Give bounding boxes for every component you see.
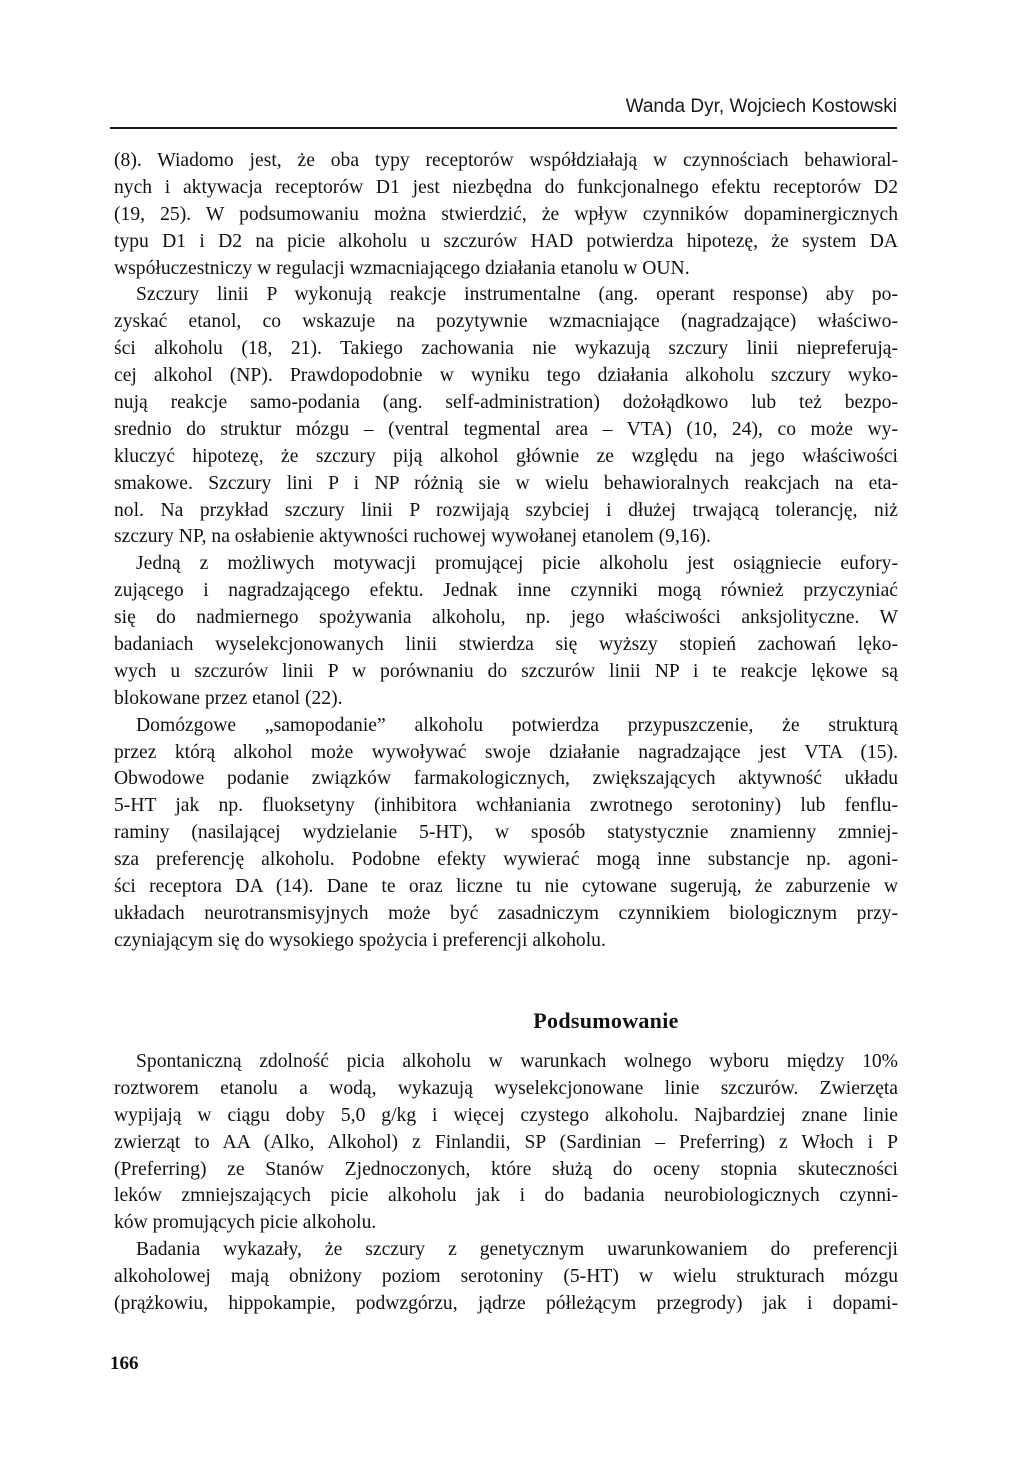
text-line: Badania wykazały, że szczury z genetycznym uwarunkowaniem do preferencji bbox=[136, 1239, 898, 1261]
text-line: ków promujących picie alkoholu. bbox=[114, 1212, 377, 1234]
text-line: alkoholowej mają obniżony poziom serotoniny (5-HT) w wielu strukturach mózgu bbox=[114, 1266, 898, 1288]
text-line: ści receptora DA (14). Dane te oraz liczne tu nie cytowane sugerują, że zaburzenie w bbox=[114, 876, 898, 898]
text-line: ści alkoholu (18, 21). Takiego zachowania nie wykazują szczury linii niepreferują- bbox=[114, 338, 898, 360]
text-line: smakowe. Szczury lini P i NP różnią sie w wielu behawioralnych reakcjach na eta- bbox=[114, 472, 898, 494]
text-line: czyniającym się do wysokiego spożycia i preferencji alkoholu. bbox=[114, 929, 606, 951]
text-line: roztworem etanolu a wodą, wykazują wyselekcjonowane linie szczurów. Zwierzęta bbox=[114, 1077, 898, 1099]
text-line: blokowane przez etanol (22). bbox=[114, 687, 343, 709]
running-head: Wanda Dyr, Wojciech Kostowski bbox=[625, 96, 897, 117]
text-line: leków zmniejszających picie alkoholu jak i do badania neurobiologicznych czynni- bbox=[114, 1185, 898, 1207]
section-heading: Podsumowanie bbox=[533, 1008, 679, 1033]
text-line: nują reakcje samo-podania (ang. self-administration) dożołądkowo lub też bezpo- bbox=[114, 392, 898, 414]
text-line: Spontaniczną zdolność picia alkoholu w warunkach wolnego wyboru między 10% bbox=[136, 1051, 898, 1072]
text-line: układach neurotransmisyjnych może być zasadniczym czynnikiem biologicznym przy- bbox=[114, 902, 898, 924]
text-line: Domózgowe „samopodanie” alkoholu potwierdza przypuszczenie, że strukturą bbox=[136, 714, 898, 736]
text-line: zującego i nagradzającego efektu. Jednak inne czynniki mogą również przyczyniać bbox=[114, 580, 898, 602]
text-line: sza preferencję alkoholu. Podobne efekty wywierać mogą inne substancje np. agoni- bbox=[114, 849, 898, 871]
page-number: 166 bbox=[110, 1353, 139, 1374]
text-line: przez którą alkohol może wywoływać swoje działanie nagradzające jest VTA (15). bbox=[114, 741, 898, 763]
header-rule bbox=[110, 127, 897, 129]
text-line: wypijają w ciągu doby 5,0 g/kg i więcej czystego alkoholu. Najbardziej znane linie bbox=[114, 1104, 898, 1126]
text-line: (Preferring) ze Stanów Zjednoczonych, które służą do oceny stopnia skuteczności bbox=[114, 1158, 898, 1180]
text-line: się do nadmiernego spożywania alkoholu, np. jego właściwości anksjolityczne. W bbox=[114, 607, 898, 629]
text-line: Szczury linii P wykonują reakcje instrumentalne (ang. operant response) aby po- bbox=[136, 284, 898, 306]
text-line: typu D1 i D2 na picie alkoholu u szczurów HAD potwierdza hipotezę, że system DA bbox=[114, 230, 898, 252]
text-line: raminy (nasilającej wydzielanie 5-HT), w sposób statystycznie znamienny zmniej- bbox=[114, 822, 898, 844]
text-line: 5-HT jak np. fluoksetyny (inhibitora wchłaniania zwrotnego serotoniny) lub fenflu- bbox=[114, 795, 898, 817]
text-line: Jedną z możliwych motywacji promującej picie alkoholu jest osiągniecie eufory- bbox=[136, 553, 898, 575]
text-line: zwierząt to AA (Alko, Alkohol) z Finlandii, SP (Sardinian – Preferring) z Włoch i P bbox=[114, 1131, 898, 1153]
text-line: zyskać etanol, co wskazuje na pozytywnie wzmacniające (nagradzające) właściwo- bbox=[114, 311, 898, 333]
body-text-upper bbox=[114, 148, 898, 955]
text-line: wych u szczurów linii P w porównaniu do szczurów linii NP i te reakcje lękowe są bbox=[114, 660, 898, 682]
text-line: nych i aktywacja receptorów D1 jest niezbędna do funkcjonalnego efektu receptorów D2 bbox=[114, 176, 898, 198]
text-line: Obwodowe podanie związków farmakologicznych, zwiększających aktywność układu bbox=[114, 768, 898, 790]
text-line: (8). Wiadomo jest, że oba typy receptorów współdziałają w czynnościach behawioral- bbox=[114, 150, 898, 171]
text-line: kluczyć hipotezę, że szczury piją alkohol głównie ze względu na jego właściwości bbox=[114, 445, 898, 467]
text-line: srednio do struktur mózgu – (ventral tegmental area – VTA) (10, 24), co może wy- bbox=[114, 418, 898, 440]
text-line: współuczestniczy w regulacji wzmacniającego działania etanolu w OUN. bbox=[114, 257, 690, 279]
text-line: szczury NP, na osłabienie aktywności ruchowej wywołanej etanolem (9,16). bbox=[114, 526, 711, 548]
text-line: badaniach wyselekcjonowanych linii stwierdza się wyższy stopień zachowań lęko- bbox=[114, 634, 898, 656]
text-line: cej alkohol (NP). Prawdopodobnie w wyniku tego działania alkoholu szczury wyko- bbox=[114, 365, 898, 387]
text-line: nol. Na przykład szczury linii P rozwijają szybciej i dłużej trwającą tolerancję, niż bbox=[114, 499, 898, 521]
body-text-summary bbox=[114, 1049, 898, 1318]
text-line: (19, 25). W podsumowaniu można stwierdzić, że wpływ czynników dopaminergicznych bbox=[114, 203, 898, 225]
text-line: (prążkowiu, hippokampie, podwzgórzu, jądrze półleżącym przegrody) jak i dopami- bbox=[114, 1293, 898, 1315]
